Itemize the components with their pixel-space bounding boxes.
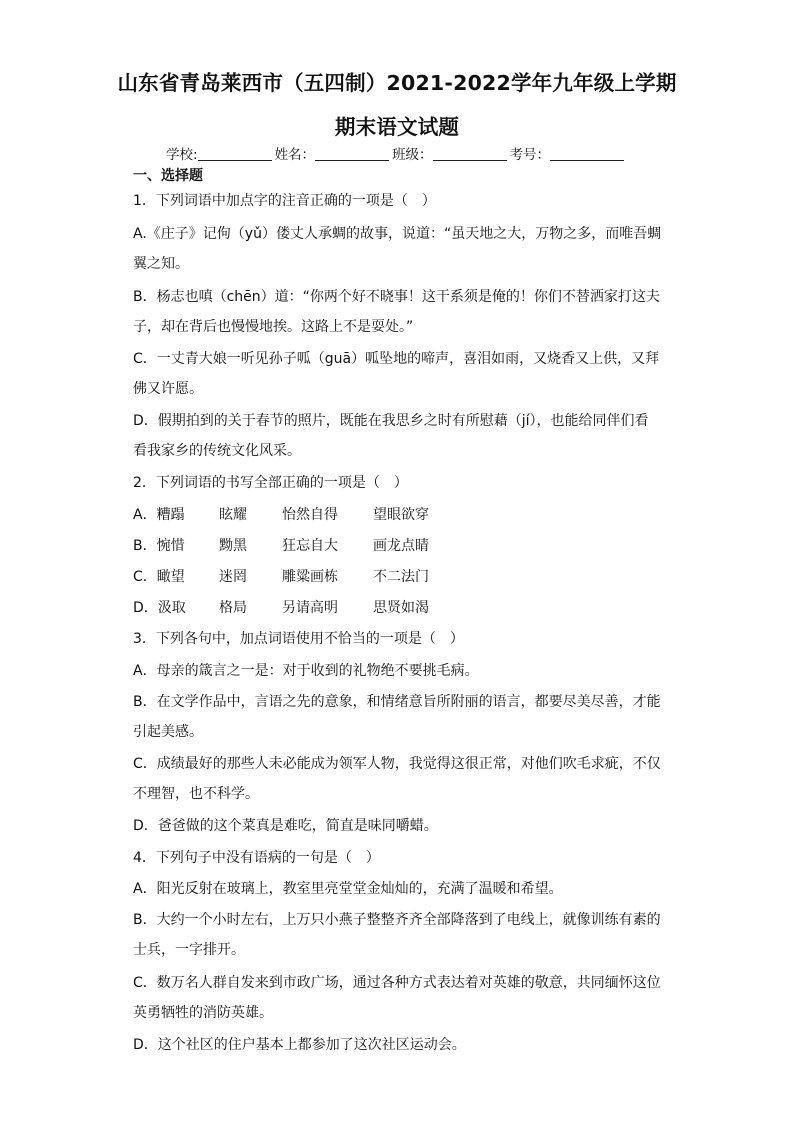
q3-option-c-line1: C．成绩最好的那些人未必能成为领军人物，我觉得这很正常，对他们吹毛求疵，不仅 <box>133 756 661 772</box>
q2-d-word1: D．汲取 <box>133 600 186 616</box>
q1-option-c-line1: C．一丈青大娘一听见孙子呱（guā）呱坠地的啼声，喜泪如雨，又烧香又上供，又拜 <box>133 351 660 367</box>
q2-d-word4: 思贤如渴 <box>373 600 429 616</box>
q4-option-b-line2: 士兵，一字排开。 <box>133 942 245 958</box>
q1-option-a-line1: A.《庄子》记佝（yǔ）偻丈人承蜩的故事，说道：“虽天地之大，万物之多，而唯吾蜩 <box>133 226 662 242</box>
q2-a-word1: A．糟蹋 <box>133 507 185 523</box>
name-blank[interactable] <box>315 146 389 161</box>
q1-option-d-line2: 看我家乡的传统文化风采。 <box>133 443 301 459</box>
q2-b-word2: 黝黑 <box>219 538 247 554</box>
q2-a-word4: 望眼欲穿 <box>373 507 429 523</box>
q3-option-c-line2: 不理智，也不科学。 <box>133 786 259 802</box>
page-title-line1: 山东省青岛莱西市（五四制）2021-2022学年九年级上学期 <box>117 71 677 95</box>
q1-stem: 1．下列词语中加点字的注音正确的一项是（ ） <box>133 193 436 209</box>
q1-option-a-line2: 翼之知。 <box>133 256 189 272</box>
q2-b-word3: 狂忘自大 <box>282 538 338 554</box>
q3-option-b-line2: 引起美感。 <box>133 724 203 740</box>
q3-option-d-line1: D．爸爸做的这个菜真是难吃，简直是味同嚼蜡。 <box>133 818 438 834</box>
q2-stem: 2．下列词语的书写全部正确的一项是（ ） <box>133 475 408 491</box>
class-blank[interactable] <box>433 146 507 161</box>
q2-c-word4: 不二法门 <box>373 569 429 585</box>
q4-option-d-line1: D．这个社区的住户基本上都参加了这次社区运动会。 <box>133 1037 466 1053</box>
exam-no-blank[interactable] <box>550 146 624 161</box>
q1-option-d-line1: D．假期拍到的关于春节的照片，既能在我思乡之时有所慰藉（jí），也能给同伴们看 <box>133 413 649 429</box>
q4-option-b-line1: B．大约一个小时左右，上万只小燕子整整齐齐全部降落到了电线上，就像训练有素的 <box>133 912 661 928</box>
q4-option-c-line1: C．数万名人群自发来到市政广场，通过各种方式表达着对英雄的敬意，共同缅怀这位 <box>133 975 661 991</box>
q2-c-word1: C．瞰望 <box>133 569 185 585</box>
q4-option-c-line2: 英勇牺牲的消防英雄。 <box>133 1005 273 1021</box>
class-label: 班级： <box>392 147 433 163</box>
page-title-line2: 期末语文试题 <box>334 115 460 139</box>
q2-d-word2: 格局 <box>219 600 247 616</box>
q3-option-b-line1: B．在文学作品中，言语之先的意象，和情绪意旨所附丽的语言，都要尽美尽善，才能 <box>133 694 661 710</box>
q2-d-word3: 另请高明 <box>282 600 338 616</box>
q4-option-a-line1: A．阳光反射在玻璃上，教室里亮堂堂金灿灿的，充满了温暖和希望。 <box>133 881 563 897</box>
student-info-row <box>166 143 627 163</box>
exam-no-label: 考号： <box>509 147 551 163</box>
q1-option-c-line2: 佛又许愿。 <box>133 381 203 397</box>
name-label: 姓名： <box>274 147 316 163</box>
section-heading: 一、选择题 <box>133 168 203 184</box>
q1-option-b-line1: B．杨志也嗔（chēn）道：“你两个好不晓事！这干系须是俺的！你们不替洒家打这夫 <box>133 289 660 305</box>
q2-c-word3: 雕粱画栋 <box>282 569 338 585</box>
q4-stem: 4．下列句子中没有语病的一句是（ ） <box>133 850 380 866</box>
q2-b-word1: B．惋惜 <box>133 538 185 554</box>
school-blank[interactable] <box>198 146 272 161</box>
q1-option-b-line2: 子，却在背后也慢慢地挨。这路上不是耍处。” <box>133 319 414 335</box>
q3-option-a-line1: A．母亲的箴言之一是：对于收到的礼物绝不要挑毛病。 <box>133 663 479 679</box>
q2-a-word2: 眩耀 <box>219 507 247 523</box>
q2-a-word3: 怡然自得 <box>282 507 338 523</box>
school-label: 学校: <box>166 147 198 163</box>
q2-c-word2: 迷罔 <box>219 569 247 585</box>
q3-stem: 3．下列各句中，加点词语使用不恰当的一项是（ ） <box>133 631 464 647</box>
q2-b-word4: 画龙点睛 <box>373 538 429 554</box>
